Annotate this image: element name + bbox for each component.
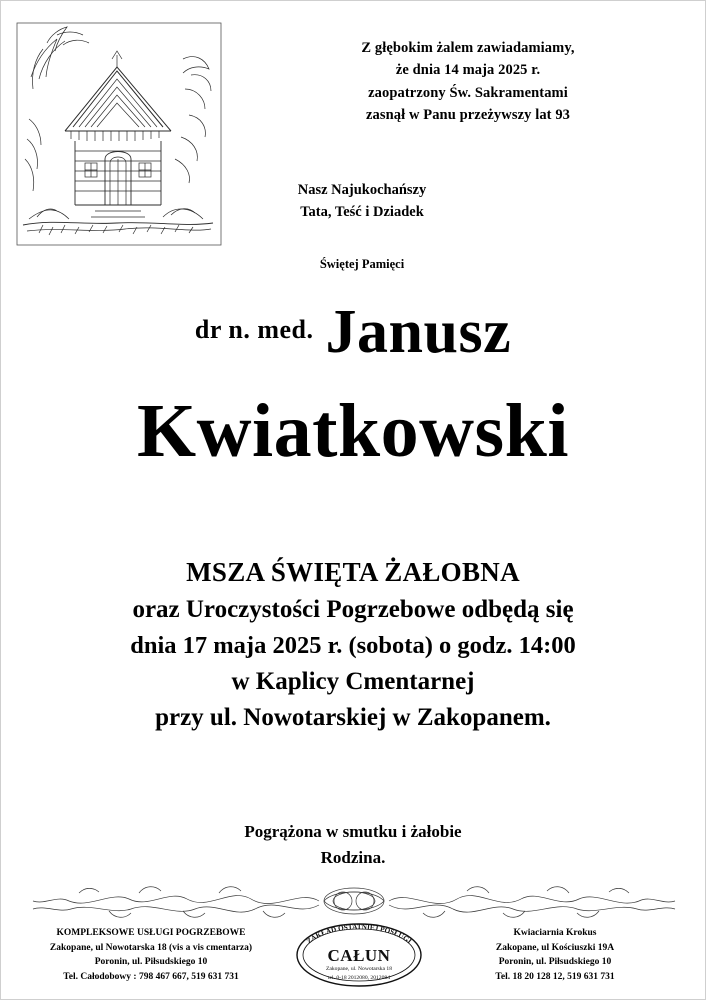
deceased-name-line <box>1 298 705 366</box>
deceased-first-name: Janusz <box>325 298 512 366</box>
service-heading: MSZA ŚWIĘTA ŻAŁOBNA <box>186 557 520 587</box>
svg-text:CAŁUN: CAŁUN <box>327 946 391 965</box>
footer-left-line-3: Poronin, ul. Piłsudskiego 10 <box>94 957 208 968</box>
announcement-line-2: że dnia 14 maja 2025 r. <box>395 62 541 79</box>
service-line-2: dnia 17 maja 2025 r. (sobota) o godz. 14:00 <box>130 632 576 660</box>
closing-line-2: Rodzina. <box>320 847 386 867</box>
deceased-title: dr n. med. <box>194 315 314 344</box>
announcement-line-3: zaopatrzony Św. Sakramentami <box>368 84 568 101</box>
service-block <box>1 553 705 736</box>
footer-left-line-4: Tel. Całodobowy : 798 467 667, 519 631 731 <box>63 972 239 983</box>
footer-right-line-2: Zakopane, ul Kościuszki 19A <box>495 942 615 953</box>
svg-text:ZAKŁAD OSTATNIEJ POSŁUGI: ZAKŁAD OSTATNIEJ POSŁUGI <box>305 922 413 946</box>
footer-flower-shop <box>419 926 691 985</box>
svg-text:Zakopane, ul. Nowotarska 18: Zakopane, ul. Nowotarska 18 <box>325 966 393 972</box>
floral-divider-ornament <box>19 879 689 923</box>
chapel-illustration <box>13 19 225 249</box>
relation-line-2: Tata, Teść i Dziadek <box>300 204 424 221</box>
announcement-block <box>253 37 683 127</box>
deceased-surname: Kwiatkowski <box>136 389 570 473</box>
footer-right-line-4: Tel. 18 20 128 12, 519 631 731 <box>495 972 615 983</box>
footer-left-line-1: KOMPLEKSOWE USŁUGI POGRZEBOWE <box>56 928 246 938</box>
relation-line-1: Nasz Najukochańszy <box>297 182 427 198</box>
footer-right-line-3: Poronin, ul. Piłsudskiego 10 <box>498 957 612 968</box>
service-line-3: w Kaplicy Cmentarnej <box>231 667 475 695</box>
memory-text: Świętej Pamięci <box>319 257 405 271</box>
company-seal-stamp <box>289 921 429 989</box>
service-line-1: oraz Uroczystości Pogrzebowe odbędą się <box>132 596 574 624</box>
closing-block <box>1 819 705 870</box>
announcement-line-1: Z głębokim żalem zawiadamiamy, <box>361 40 575 56</box>
footer-funeral-services <box>15 926 287 985</box>
footer-left-line-2: Zakopane, ul Nowotarska 18 (vis a vis cmentarza) <box>49 942 253 953</box>
service-line-4: przy ul. Nowotarskiej w Zakopanem. <box>155 704 551 732</box>
relation-block <box>197 179 527 224</box>
svg-text:tel. 0-18 2012080, 2012084: tel. 0-18 2012080, 2012084 <box>328 975 390 981</box>
announcement-line-4: zasnął w Panu przeżywszy lat 93 <box>365 107 571 124</box>
closing-line-1: Pogrążona w smutku i żałobie <box>244 822 462 841</box>
footer-right-line-1: Kwiaciarnia Krokus <box>513 928 597 938</box>
